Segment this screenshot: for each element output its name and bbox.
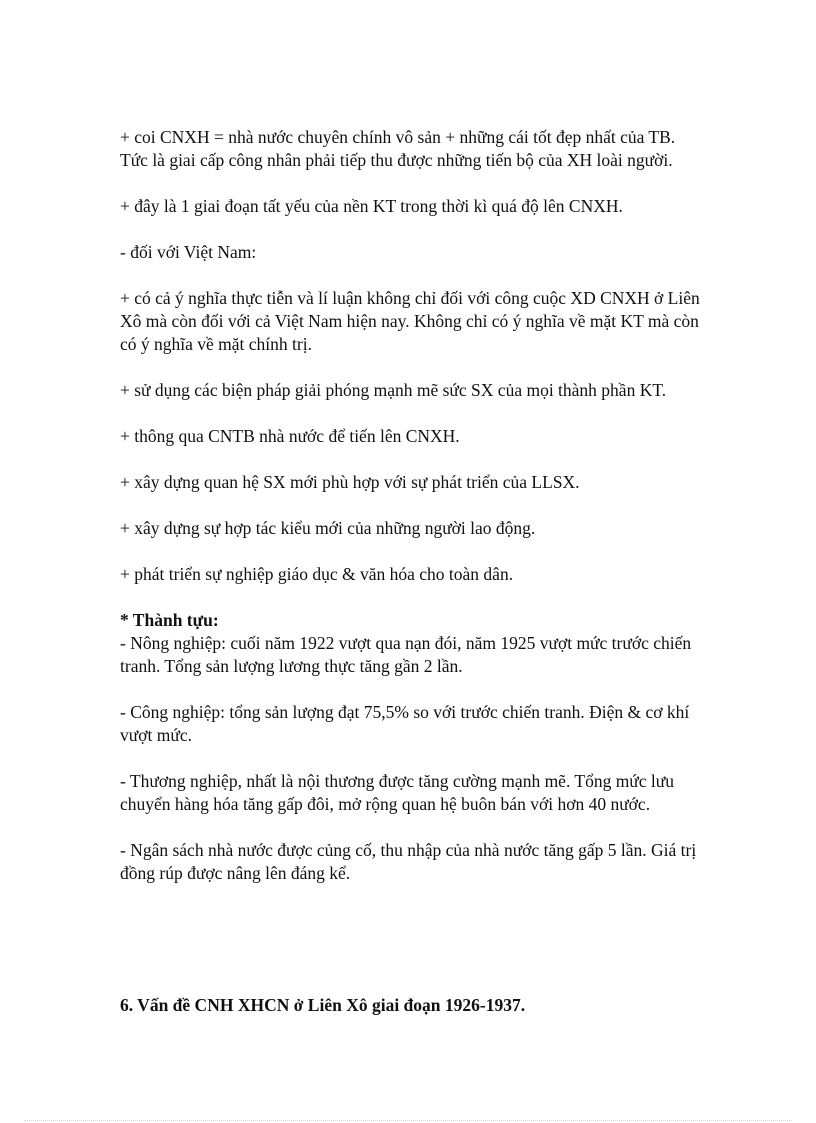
achievement-budget: - Ngân sách nhà nước được củng cố, thu nhập của nhà nước tăng gấp 5 lần. Giá trị đồng rúp được nâng lên đáng kể. bbox=[120, 840, 697, 883]
achievement-agriculture: - Nông nghiệp: cuối năm 1922 vượt qua nạn đói, năm 1925 vượt mức trước chiến tranh. Tổng sản lượng lương thực tăng gần 2 lần. bbox=[120, 633, 692, 676]
paragraph-practical-significance: + có cả ý nghĩa thực tiễn và lí luận không chỉ đối với công cuộc XD CNXH ở Liên Xô mà còn đối với cả Việt Nam hiện nay. Không chỉ có ý nghĩa về mặt KT mà còn có ý nghĩa về mặt chính trị. bbox=[120, 288, 700, 354]
achievement-commerce: - Thương nghiệp, nhất là nội thương được tăng cường mạnh mẽ. Tổng mức lưu chuyển hàng hóa tăng gấp đôi, mở rộng quan hệ buôn bán với hơn 40 nước. bbox=[120, 771, 675, 814]
paragraph-vietnam-heading: - đối với Việt Nam: bbox=[120, 242, 257, 262]
paragraph-liberate-production: + sử dụng các biện pháp giải phóng mạnh mẽ sức SX của mọi thành phần KT. bbox=[120, 380, 667, 400]
paragraph-inevitable-stage: + đây là 1 giai đoạn tất yếu của nền KT trong thời kì quá độ lên CNXH. bbox=[120, 196, 623, 216]
achievement-industry: - Công nghiệp: tổng sản lượng đạt 75,5% so với trước chiến tranh. Điện & cơ khí vượt mức. bbox=[120, 702, 690, 745]
page-bottom-divider bbox=[24, 1120, 792, 1121]
paragraph-production-relations: + xây dựng quan hệ SX mới phù hợp với sự phát triển của LLSX. bbox=[120, 472, 580, 492]
paragraph-state-capitalism: + thông qua CNTB nhà nước để tiến lên CNXH. bbox=[120, 426, 460, 446]
achievements-heading: * Thành tựu: bbox=[120, 610, 219, 630]
document-body bbox=[120, 126, 700, 885]
paragraph-cnxh-definition: + coi CNXH = nhà nước chuyên chính vô sản + những cái tốt đẹp nhất của TB. Tức là giai cấp công nhân phải tiếp thu được những tiến bộ của XH loài người. bbox=[120, 127, 676, 170]
paragraph-education-culture: + phát triển sự nghiệp giáo dục & văn hóa cho toàn dân. bbox=[120, 564, 514, 584]
paragraph-cooperation: + xây dựng sự hợp tác kiểu mới của những người lao động. bbox=[120, 518, 536, 538]
section-title: 6. Vấn đề CNH XHCN ở Liên Xô giai đoạn 1926-1937. bbox=[120, 995, 526, 1015]
